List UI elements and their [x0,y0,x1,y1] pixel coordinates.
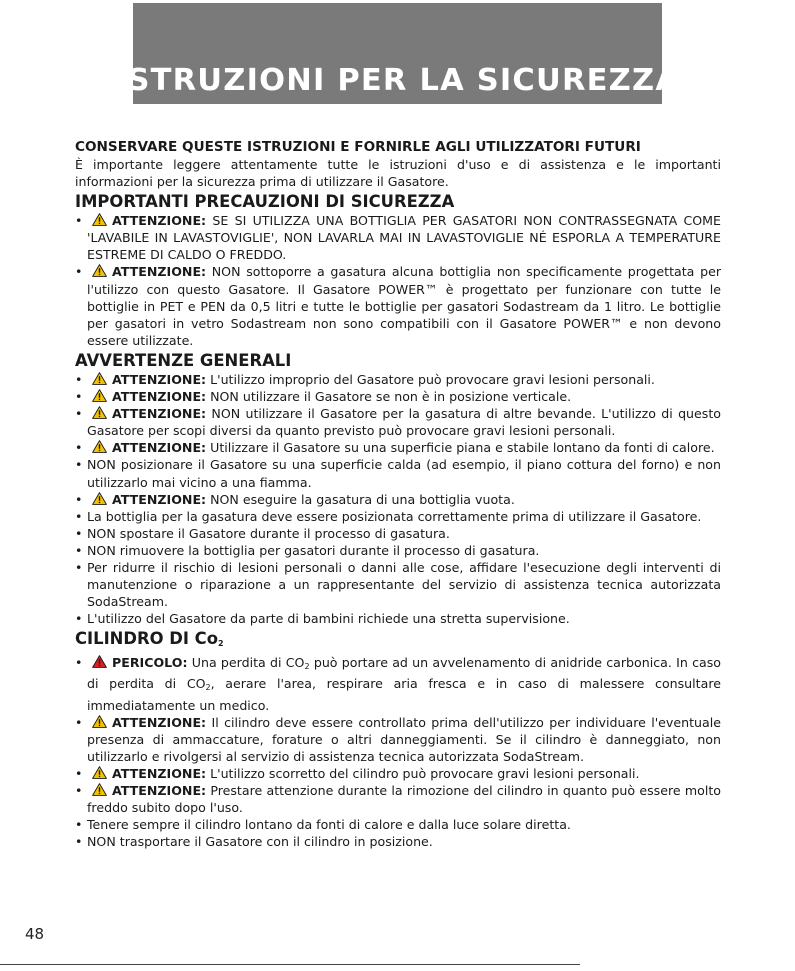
cylinder-title-subscript: 2 [217,639,224,649]
list-item [75,833,721,850]
title-banner [114,3,681,104]
list-cilindro [75,654,721,713]
bullet: • [75,783,83,798]
cylinder-title-text: CILINDRO DI Co [75,629,218,649]
warning-icon [92,492,107,505]
item-text: L'utilizzo scorretto del cilindro può provocare gravi lesioni personali. [206,765,640,781]
bullet: • [75,264,83,280]
bullet: • [75,559,83,575]
bullet: • [75,834,83,850]
danger-sub-1: 2 [304,662,310,672]
bullet: • [75,817,83,833]
bullet: • [75,655,83,671]
warning-icon [92,783,107,796]
warning-label: ATTENZIONE: [112,714,207,730]
item-text: SE SI UTILIZZA UNA BOTTIGLIA PER GASATORI NON CONTRASSEGNATA COME 'LAVABILE IN LAVASTOVIGLIE', NON LAVARLA MAI IN LAVASTOVIGLIE NÉ ESPORLA A TEMPERATURE ESTREME DI CALDO O FREDDO. [87,213,721,263]
item-text: Il cilindro deve essere controllato prima dell'utilizzo per individuare l'eventuale presenza di ammaccature, forature o altri danneggiamenti. Se il cilindro è danneggiato, non utilizzarlo e rivolgersi al servizio di assistenza tecnica autorizzata SodaStream. [87,714,721,764]
page-number: 48 [25,925,45,943]
bullet: • [75,714,83,730]
warning-icon [92,715,107,728]
list-item [75,610,721,627]
danger-icon [92,655,107,668]
item-text: Prestare attenzione durante la rimozione del cilindro in quanto può essere molto freddo subito dopo l'uso. [87,783,721,816]
warning-icon [92,389,107,402]
section-title-precauzioni: IMPORTANTI PRECAUZIONI DI SICUREZZA [75,192,455,212]
list-item [75,714,721,765]
bullet: • [75,542,83,558]
item-text: NON eseguire la gasatura di una bottiglia vuota. [206,491,515,507]
bullet: • [75,611,83,627]
warning-label: ATTENZIONE: [112,371,207,387]
list-item [75,765,721,782]
intro-heading: CONSERVARE QUESTE ISTRUZIONI E FORNIRLE AGLI UTILIZZATORI FUTURI [75,139,641,155]
bullet: • [75,765,83,781]
list-precauzioni [75,212,721,349]
item-text: NON spostare il Gasatore durante il processo di gasatura. [87,525,450,541]
warning-icon [92,406,107,419]
warning-label: ATTENZIONE: [112,389,207,405]
warning-label: ATTENZIONE: [112,783,207,798]
bullet: • [75,525,83,541]
bullet: • [75,440,83,456]
list-item [75,491,721,508]
bullet: • [75,406,83,422]
list-item [75,371,721,388]
list-item [75,388,721,405]
warning-icon [92,440,107,453]
footer-rule [0,964,580,965]
item-text: NON sottoporre a gasatura alcuna bottiglia non specificamente progettata per l'utilizzo con questo Gasatore. Il Gasatore POWER™ è progettato per funzionare con tutte le bottiglie in PET e PEN da 0,5 litri e tutte le bottiglie per gasatori Sodastream da 1 litro. Le bottiglie per gasatori in vetro Sodastream non sono compatibili con il Gasatore POWER™ e non devono essere utilizzate. [87,264,721,348]
list-item [75,816,721,833]
list-item [75,212,721,263]
bullet: • [75,491,83,507]
warning-label: ATTENZIONE: [112,264,207,280]
section-title-cilindro [75,629,721,653]
list-item [75,456,721,490]
list-item [75,263,721,348]
warning-label: ATTENZIONE: [112,491,207,507]
item-text: NON utilizzare il Gasatore se non è in posizione verticale. [206,389,572,405]
warning-label: ATTENZIONE: [112,406,207,422]
danger-sub-2: 2 [205,683,211,693]
item-text: NON rimuovere la bottiglia per gasatori durante il processo di gasatura. [87,542,540,558]
danger-text-1: Una perdita di CO [187,655,305,671]
list-item [75,525,721,542]
bullet: • [75,457,83,473]
danger-text-2: può portare ad un avvelenamento di anidride carbonica. In caso di perdita di CO [87,655,721,692]
list-item [75,439,721,456]
section-title-avvertenze: AVVERTENZE GENERALI [75,350,292,370]
warning-label: ATTENZIONE: [112,440,207,456]
list-item-danger [75,654,721,713]
list-item [75,559,721,610]
intro-text: È importante leggere attentamente tutte le istruzioni d'uso e di assistenza e le importanti informazioni per la sicurezza prima di utilizzare il Gasatore. [75,157,721,190]
warning-icon [92,766,107,779]
bullet: • [75,371,83,387]
item-text: La bottiglia per la gasatura deve essere posizionata correttamente prima di utilizzare il Gasatore. [87,508,702,524]
danger-text-3: , aerare l'area, respirare aria fresca e in caso di malessere consultare immediatamente un medico. [87,676,721,713]
item-text: L'utilizzo improprio del Gasatore può provocare gravi lesioni personali. [206,371,655,387]
warning-icon [92,372,107,385]
item-text: NON utilizzare il Gasatore per la gasatura di altre bevande. L'utilizzo di questo Gasatore per scopi diversi da quanto previsto può provocare gravi lesioni personali. [87,406,721,439]
page-title: ISTRUZIONI PER LA SICUREZZA [114,63,681,98]
item-text: NON posizionare il Gasatore su una superficie calda (ad esempio, il piano cottura del forno) e non utilizzarlo mai vicino a una fiamma. [87,457,721,490]
bullet: • [75,508,83,524]
list-item [75,782,721,816]
item-text: Per ridurre il rischio di lesioni personali o danni alle cose, affidare l'esecuzione degli interventi di manutenzione o riparazione a un rappresentante del servizio di assistenza tecnica autorizzata SodaStream. [87,559,721,610]
item-text: NON trasportare il Gasatore con il cilindro in posizione. [87,834,433,850]
item-text: Tenere sempre il cilindro lontano da fonti di calore e dalla luce solare diretta. [87,817,571,833]
item-text: Utilizzare il Gasatore su una superficie piana e stabile lontano da fonti di calore. [206,440,715,456]
list-item [75,405,721,439]
list-item [75,542,721,559]
list-avvertenze [75,371,721,627]
bullet: • [75,389,83,405]
document-body [75,139,721,850]
list-item [75,508,721,525]
item-text: L'utilizzo del Gasatore da parte di bambini richiede una stretta supervisione. [87,611,570,627]
warning-icon [92,213,107,226]
danger-label: PERICOLO: [112,655,188,671]
warning-label: ATTENZIONE: [112,213,207,229]
warning-icon [92,264,107,277]
warning-label: ATTENZIONE: [112,765,207,781]
bullet: • [75,213,83,229]
list-cilindro-items [75,714,721,851]
